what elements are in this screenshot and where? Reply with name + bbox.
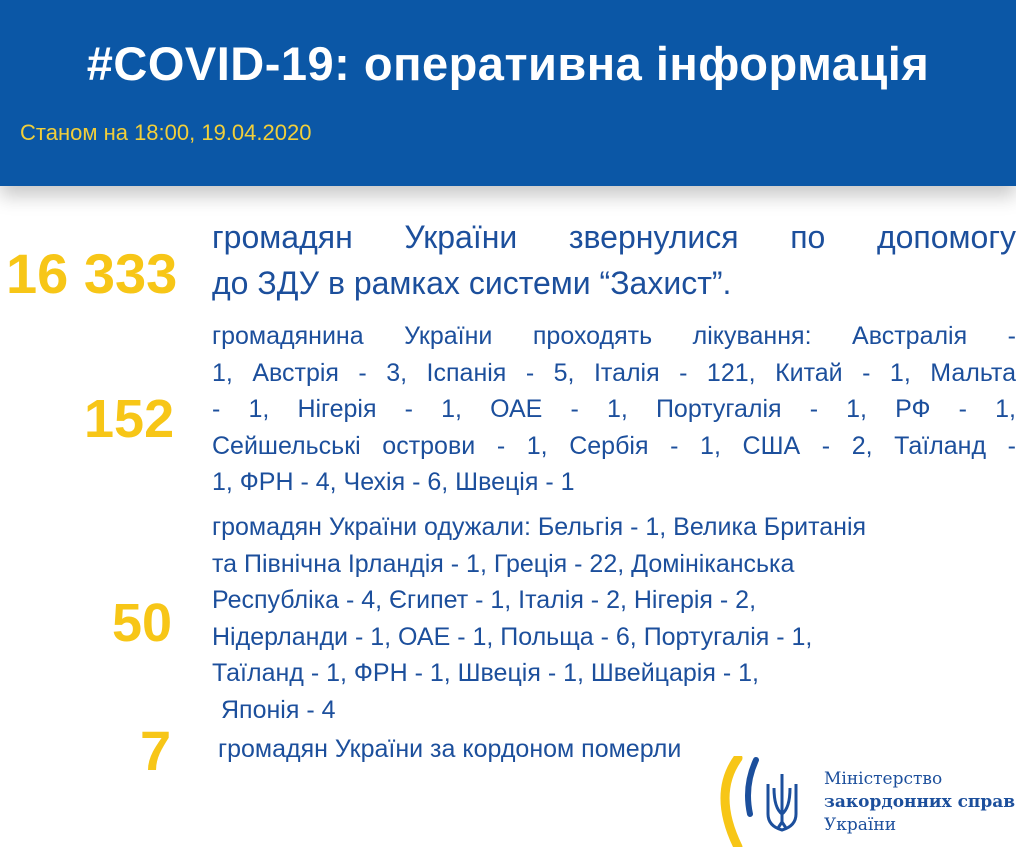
text-line: Японія - 4 [221,695,336,724]
text-line: громадян України звернулися по допомогу [212,219,1016,255]
ministry-name [824,768,1015,837]
stat-text-deaths [218,731,681,767]
text-line: Сейшельські острови - 1, Сербія - 1, США - 2, Таїланд - [212,431,1016,460]
header-banner [0,0,1016,186]
stat-text-requests [212,214,1016,306]
text-line: та Північна Ірландія - 1, Греція - 22, Домініканська [212,549,795,578]
stat-number-recovered: 50 [112,593,173,653]
stat-number-treatment: 152 [84,389,175,449]
text-line: Таїланд - 1, ФРН - 1, Швеція - 1, Швейцарія - 1, [212,659,759,687]
trident-emblem-icon [716,756,816,847]
page-title: #COVID-19: оперативна інформація [86,37,930,90]
ministry-logo [716,756,1016,847]
stat-text-recovered [212,509,1016,728]
text-line: 1, ФРН - 4, Чехія - 6, Швеція - 1 [212,468,575,496]
text-line: 1, Австрія - 3, Іспанія - 5, Італія - 121, Китай - 1, Мальта [212,358,1016,387]
text-line: - 1, Нігерія - 1, ОАЕ - 1, Португалія - 1, РФ - 1, [212,395,1016,423]
text-line: до ЗДУ в рамках системи “Захист”. [212,265,732,301]
text-line: громадянина України проходять лікування: Австралія - [212,322,1016,350]
stat-number-deaths: 7 [140,719,172,782]
text-line: громадян України за кордоном померли [218,735,682,763]
ministry-name-line: України [824,815,897,835]
stat-number-requests: 16 333 [6,242,178,305]
stat-text-treatment [212,318,1016,501]
date-stamp: Станом на 18:00, 19.04.2020 [20,120,312,145]
text-line: громадян України одужали: Бельгія - 1, Велика Британія [212,513,867,541]
ministry-name-line: закордонних справ [824,792,1016,812]
ministry-name-line: Міністерство [824,769,943,789]
text-line: Республіка - 4, Єгипет - 1, Італія - 2, Нігерія - 2, [212,586,757,614]
text-line: Нідерланди - 1, ОАЕ - 1, Польща - 6, Португалія - 1, [212,622,813,651]
